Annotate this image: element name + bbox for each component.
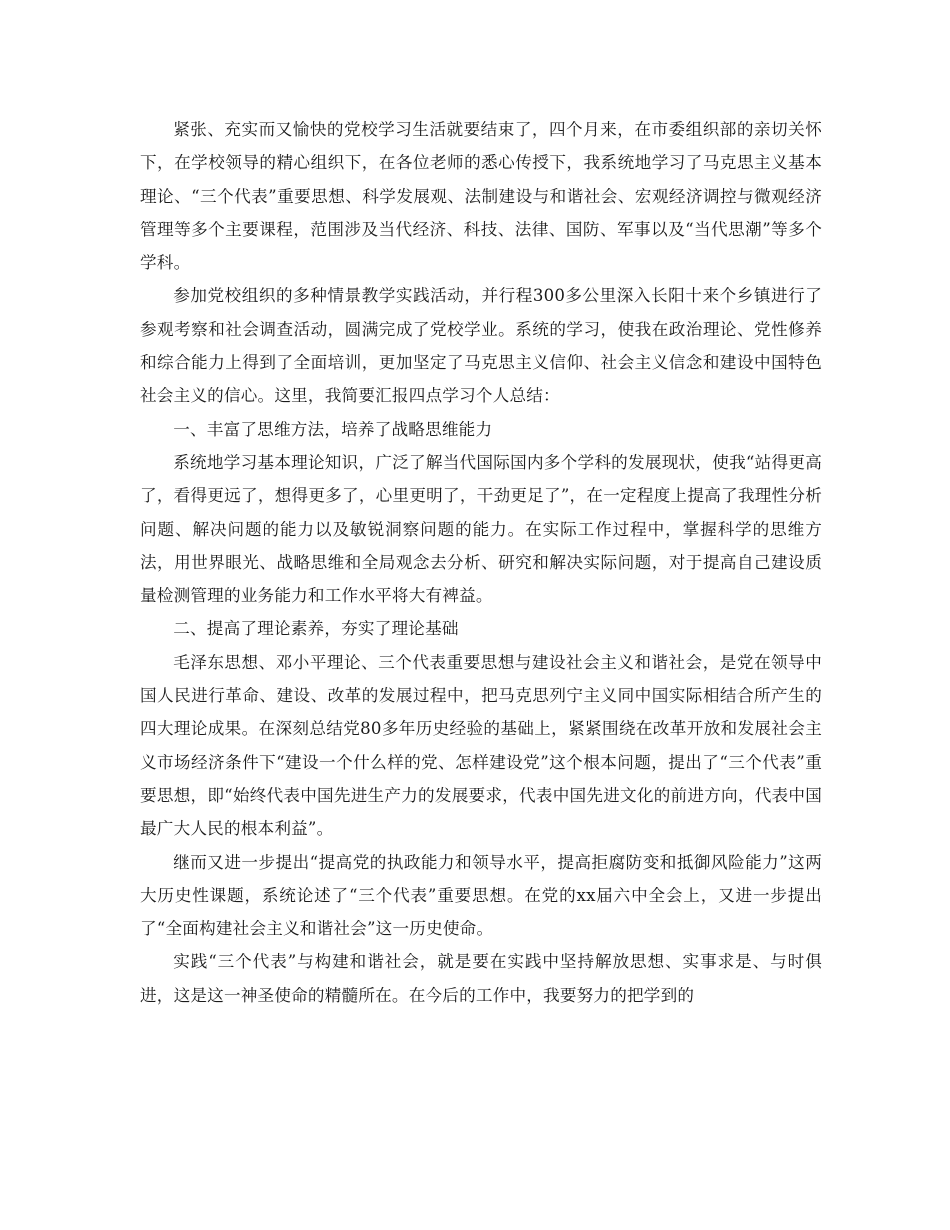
section-heading-two: 二、提高了理论素养，夯实了理论基础 [173, 619, 459, 639]
paragraph-intro: 紧张、充实而又愉快的党校学习生活就要结束了，四个月来，在市委组织部的亲切关怀下，在学校领导的精心组织下，在各位老师的悉心传授下，我系统地学习了马克思主义基本理论、“三个代表”重要思想、科学发展观、法制建设与和谐社会、宏观经济调控与微观经济管理等多个主要课程，范围涉及当代经济、科技、法律、国防、军事以及“当代思潮”等多个学科。 [140, 120, 822, 273]
paragraph-thinking: 系统地学习基本理论知识，广泛了解当代国际国内多个学科的发展现状，使我“站得更高了，看得更远了，想得更多了，心里更明了，干劲更足了”，在一定程度上提高了我理性分析问题、解决问题的能力以及敏锐洞察问题的能力。在实际工作过程中，掌握科学的思维方法，用世界眼光、战略思维和全局观念去分析、研究和解决实际问题，对于提高自己建设质量检测管理的业务能力和工作水平将大有裨益。 [140, 452, 822, 606]
document-body [140, 113, 822, 1012]
section-heading-one: 一、丰富了思维方法，培养了战略思维能力 [173, 419, 493, 439]
paragraph-theory: 毛泽东思想、邓小平理论、三个代表重要思想与建设社会主义和谐社会，是党在领导中国人民进行革命、建设、改革的发展过程中，把马克思列宁主义同中国实际相结合所产生的四大理论成果。在深刻总结党80多年历史经验的基础上，紧紧围绕在改革开放和发展社会主义市场经济条件下“建设一个什么样的党、怎样建设党”这个根本问题，提出了“三个代表”重要思想，即“始终代表中国先进生产力的发展要求，代表中国先进文化的前进方向，代表中国最广大人民的根本利益”。 [140, 652, 822, 839]
paragraph-governance: 继而又进一步提出“提高党的执政能力和领导水平，提高拒腐防变和抵御风险能力”这两大历史性课题，系统论述了“三个代表”重要思想。在党的xx届六中全会上，又进一步提出了“全面构建社会主义和谐社会”这一历史使命。 [140, 852, 822, 939]
paragraph-practice-harmony: 实践“三个代表”与构建和谐社会，就是要在实践中坚持解放思想、实事求是、与时俱进，这是这一神圣使命的精髓所在。在今后的工作中，我要努力的把学到的 [140, 952, 822, 1005]
paragraph-practice: 参加党校组织的多种情景教学实践活动，并行程300多公里深入长阳十来个乡镇进行了参观考察和社会调查活动，圆满完成了党校学业。系统的学习，使我在政治理论、党性修养和综合能力上得到了全面培训，更加坚定了马克思主义信仰、社会主义信念和建设中国特色社会主义的信心。这里，我简要汇报四点学习个人总结： [140, 286, 822, 406]
